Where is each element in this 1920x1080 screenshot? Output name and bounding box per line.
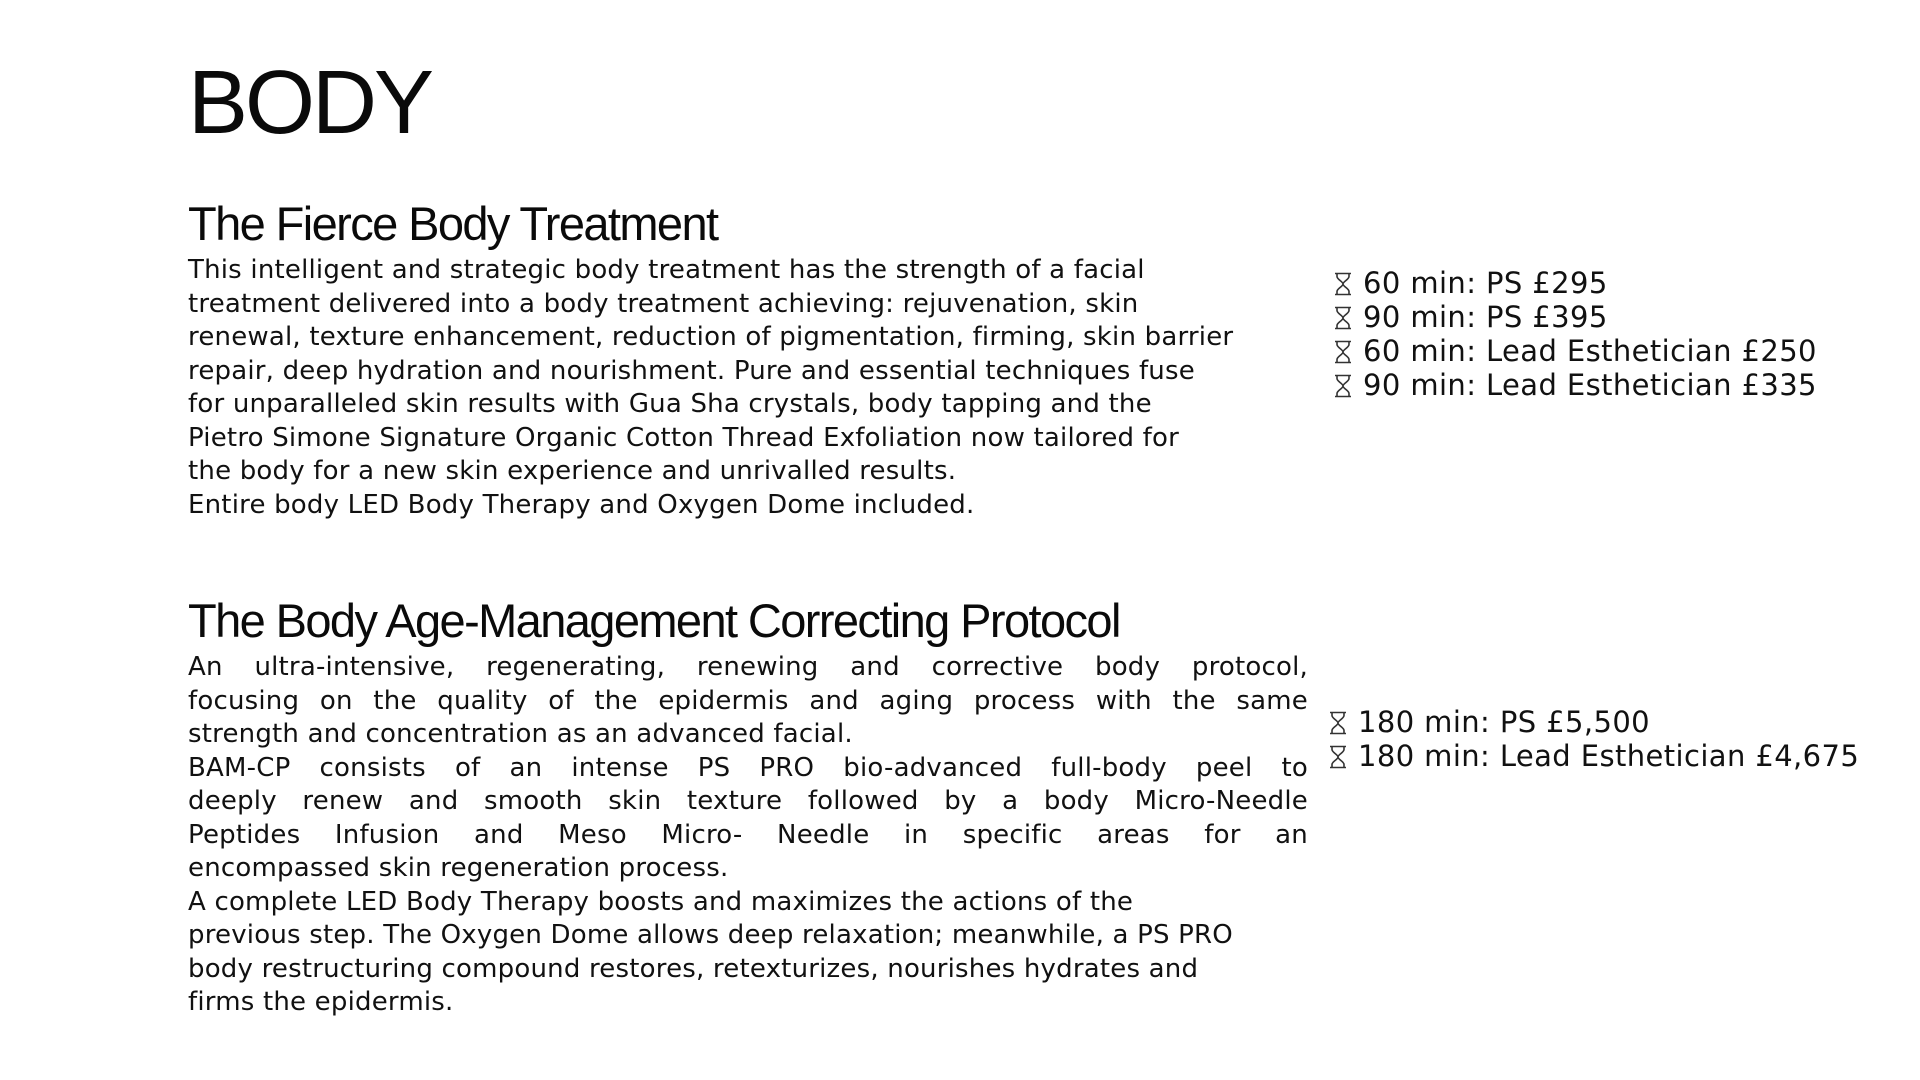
price-item xyxy=(1333,266,1817,300)
price-text: 180 min: Lead Esthetician £4,675 xyxy=(1358,739,1860,773)
description-block xyxy=(188,752,1308,853)
hourglass-icon xyxy=(1333,340,1353,364)
description-line: deeply renew and smooth skin texture followed by a body Micro-Needle xyxy=(188,786,1308,816)
price-text: 90 min: Lead Esthetician £335 xyxy=(1363,368,1817,402)
hourglass-icon xyxy=(1333,306,1353,330)
price-text: 60 min: Lead Esthetician £250 xyxy=(1363,334,1817,368)
description-line: A complete LED Body Therapy boosts and maximizes the actions of the xyxy=(188,886,1134,917)
description-line: Entire body LED Body Therapy and Oxygen Dome included. xyxy=(188,489,975,520)
hourglass-icon xyxy=(1333,272,1353,296)
description-line: An ultra-intensive, regenerating, renewing and corrective body protocol, xyxy=(188,652,1308,682)
description-line: body restructuring compound restores, retexturizes, nourishes hydrates and xyxy=(188,953,1199,984)
description-line: strength and concentration as an advanced facial. xyxy=(188,719,853,749)
description-line: focusing on the quality of the epidermis and aging process with the same xyxy=(188,685,1308,716)
treatment-description xyxy=(188,651,1308,1020)
hourglass-icon xyxy=(1333,374,1353,398)
description-block xyxy=(188,651,1308,718)
price-text: 90 min: PS £395 xyxy=(1363,300,1608,334)
price-list xyxy=(1328,705,1859,773)
description-line: repair, deep hydration and nourishment. Pure and essential techniques fuse xyxy=(188,355,1195,386)
description-block xyxy=(188,718,1308,752)
hourglass-icon xyxy=(1328,711,1348,735)
treatment-fierce-body xyxy=(188,198,1308,522)
treatment-title: The Body Age-Management Correcting Protocol xyxy=(188,594,1120,647)
description-line: the body for a new skin experience and unrivalled results. xyxy=(188,456,957,486)
price-text: 60 min: PS £295 xyxy=(1363,266,1608,300)
description-line: firms the epidermis. xyxy=(188,987,454,1017)
price-item xyxy=(1333,334,1817,368)
description-line: for unparalleled skin results with Gua Sha crystals, body tapping and the xyxy=(188,389,1152,419)
price-item xyxy=(1328,705,1859,739)
price-list xyxy=(1333,266,1817,402)
hourglass-icon xyxy=(1328,745,1348,769)
price-text: 180 min: PS £5,500 xyxy=(1358,705,1651,739)
description-line: encompassed skin regeneration process. xyxy=(188,853,729,883)
description-block xyxy=(188,852,1308,1020)
treatment-title: The Fierce Body Treatment xyxy=(188,197,718,250)
treatment-description xyxy=(188,254,1308,522)
price-item xyxy=(1333,368,1817,402)
price-item xyxy=(1328,739,1859,773)
description-line: Pietro Simone Signature Organic Cotton Thread Exfoliation now tailored for xyxy=(188,422,1180,453)
description-line: Peptides Infusion and Meso Micro- Needle in specific areas for an xyxy=(188,819,1308,850)
description-line: BAM-CP consists of an intense PS PRO bio-advanced full-body peel to xyxy=(188,752,1308,783)
price-item xyxy=(1333,300,1817,334)
description-line: This intelligent and strategic body treatment has the strength of a facial xyxy=(188,255,1145,285)
treatment-body-age-management xyxy=(188,595,1308,1020)
description-line: renewal, texture enhancement, reduction of pigmentation, firming, skin barrier xyxy=(188,322,1234,352)
page-title: BODY xyxy=(188,53,432,153)
description-line: treatment delivered into a body treatment achieving: rejuvenation, skin xyxy=(188,288,1139,319)
description-line: previous step. The Oxygen Dome allows deep relaxation; meanwhile, a PS PRO xyxy=(188,920,1233,950)
